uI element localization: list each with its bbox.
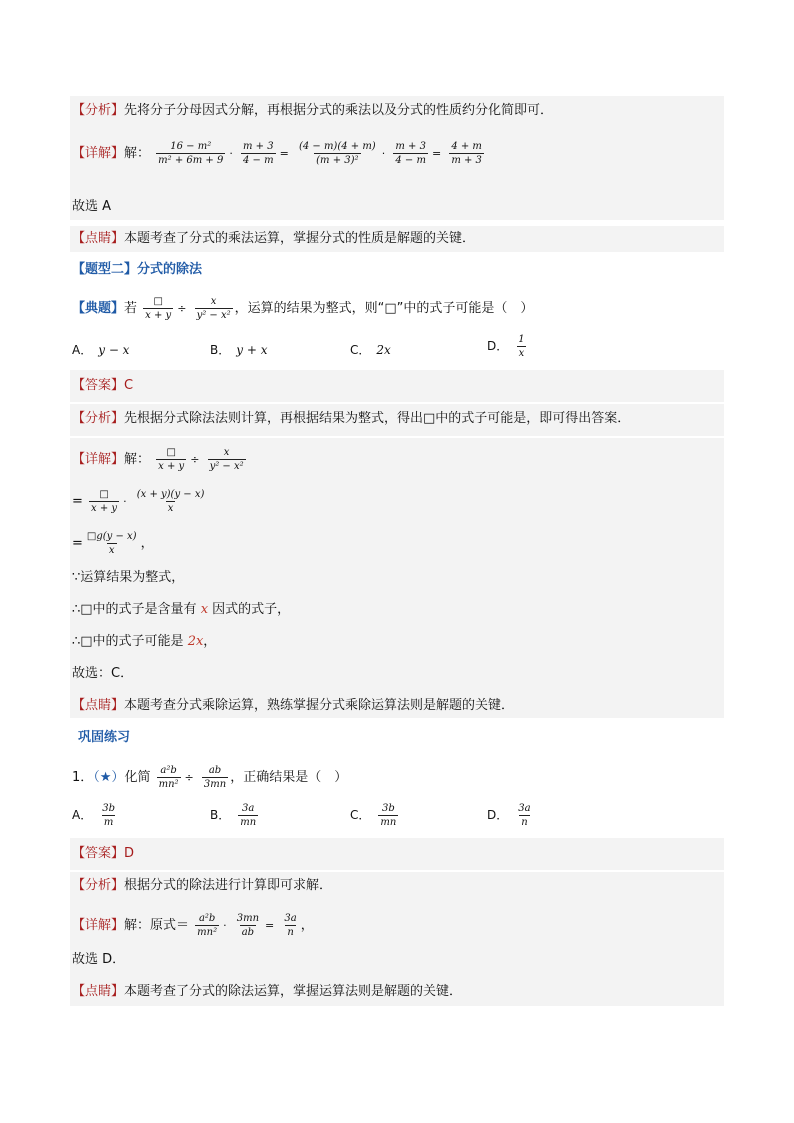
- comment-text: 本题考查分式乘除运算，熟练掌握分式乘除运算法则是解题的关键．: [124, 698, 515, 713]
- comment-text: 本题考查了分式的除法运算，掌握运算法则是解题的关键．: [124, 984, 463, 999]
- analysis-tag: 【分析】: [72, 103, 125, 118]
- answer-tag: 【答案】: [72, 846, 125, 861]
- answer-value: C: [124, 378, 134, 393]
- fraction: $\frac{m + 3}{4 - m}$: [242, 141, 274, 166]
- answer-value: D: [124, 846, 135, 861]
- star-icon: （★）: [93, 770, 125, 785]
- option-a: A． y − x: [72, 343, 130, 357]
- fraction: $\frac{3b}{m}$: [102, 803, 115, 828]
- option-c: C． 2x: [350, 343, 391, 357]
- fraction: $\frac{3mn}{ab}$: [236, 913, 260, 938]
- because-line: ∵运算结果为整式，: [72, 570, 185, 585]
- fraction: $\frac{3a}{n}$: [518, 803, 531, 828]
- example-question: 【典题】若 $\frac{□}{x + y}$ ÷ $\frac{x}{\text{y² − x²}}$ ，运算的结果为整式，则“□”中的式子可能是（ ）: [72, 296, 534, 321]
- comment-tag: 【点睛】: [72, 984, 125, 999]
- practice-option-b: B． $\frac{3a}{mn}$: [210, 803, 257, 828]
- question-prefix: 若: [124, 301, 138, 316]
- therefore-line-2: ∴□中的式子可能是 2x，: [72, 634, 217, 649]
- detail-prefix: 解：: [124, 452, 151, 467]
- practice-option-c: C． $\frac{3b}{mn}$: [350, 803, 397, 828]
- fraction: $\frac{□}{x + y}$: [91, 489, 118, 514]
- option-d: D． $\frac{1}{x}$: [487, 334, 525, 359]
- section-title-type2: 【题型二】分式的除法: [72, 262, 203, 277]
- analysis-tag: 【分析】: [72, 411, 125, 426]
- blank-box: □: [153, 296, 163, 307]
- comment-text: 本题考查了分式的乘法运算，掌握分式的性质是解题的关键．: [124, 231, 476, 246]
- detail-prefix: 解：: [124, 146, 151, 161]
- example-tag: 【典题】: [72, 301, 125, 316]
- choose-line-type2: 故选：C．: [72, 666, 134, 681]
- detail-tag: 【详解】: [72, 918, 125, 933]
- practice-option-d: D． $\frac{3a}{n}$: [487, 803, 531, 828]
- section-title-practice: 巩固练习: [78, 730, 131, 745]
- comment-tag: 【点睛】: [72, 698, 125, 713]
- fraction: $\frac{\text{16 − m²}}{\text{m² + 6m + 9}}$: [158, 141, 224, 166]
- detail-line-1: 【详解】解： $\frac{\text{16 − m²}}{\text{m² + 6m + 9}}$ · $\frac{m + 3}{4 - m}$ = $\frac{(4 - m)(4 + m)}{\text{(m + 3)²}}$ · $\frac{m + 3}{4 - m}$ = $\frac{4 + m}{m + 3}$: [72, 141, 482, 166]
- therefore-line-1: ∴□中的式子是含量有 x 因式的式子，: [72, 602, 291, 617]
- fraction: $\frac{3a}{n}$: [284, 913, 297, 938]
- analysis-text: 先将分子分母因式分解，再根据分式的乘法以及分式的性质约分化简即可．: [124, 103, 554, 118]
- comment-line-type2: [72, 697, 514, 715]
- fraction: $\frac{□g(y - x)}{x}$: [86, 531, 137, 556]
- practice-question-1: 1．（★）化简 $\frac{\text{a²b}}{\text{mn²}}$ ÷ $\frac{ab}{3mn}$ ，正确结果是（ ）: [72, 765, 348, 790]
- answer-line-practice: [72, 845, 134, 863]
- fraction: $\frac{\text{a²b}}{\text{mn²}}$: [158, 765, 179, 790]
- fraction: $\frac{x}{\text{y² − x²}}$: [196, 296, 231, 321]
- detail-step-2: = $\frac{□}{x + y}$ · $\frac{(x + y)(y - x)}{x}$: [72, 489, 205, 514]
- answer-band-type2: [70, 370, 724, 402]
- comment-tag: 【点睛】: [72, 231, 125, 246]
- comment-line-1: [72, 230, 475, 248]
- fraction: $\frac{3b}{mn}$: [380, 803, 397, 828]
- fraction: $\frac{\text{a²b}}{\text{mn²}}$: [197, 913, 218, 938]
- analysis-text: 根据分式的除法进行计算即可求解．: [124, 878, 333, 893]
- fraction: $\frac{4 + m}{m + 3}$: [451, 141, 482, 166]
- detail-tag: 【详解】: [72, 146, 125, 161]
- analysis-line-1: [72, 102, 553, 120]
- choose-line-1: 故选 A: [72, 199, 112, 214]
- question-suffix: ，运算的结果为整式，则“□”中的式子可能是（ ）: [234, 301, 534, 316]
- analysis-line-practice: [72, 877, 332, 895]
- comment-line-practice: [72, 983, 462, 1001]
- analysis-line-type2: [72, 410, 630, 428]
- detail-step-3: = $\frac{□g(y - x)}{x}$ ，: [72, 531, 154, 556]
- choose-line-practice: 故选 D．: [72, 952, 126, 967]
- analysis-tag: 【分析】: [72, 878, 125, 893]
- fraction: $\frac{3a}{mn}$: [240, 803, 257, 828]
- fraction: $\frac{(x + y)(y - x)}{x}$: [136, 489, 205, 514]
- detail-step-1: 【详解】解： $\frac{□}{x + y}$ ÷ $\frac{x}{\text{y² − x²}}$: [72, 447, 244, 472]
- fraction: $\frac{□}{x + y}$: [145, 296, 172, 321]
- fraction: $\frac{m + 3}{4 - m}$: [395, 141, 426, 166]
- analysis-text: 先根据分式除法法则计算，再根据结果为整式，得出□中的式子可能是，即可得出答案．: [124, 411, 631, 426]
- practice-option-a: A． $\frac{3b}{m}$: [72, 803, 115, 828]
- answer-tag: 【答案】: [72, 378, 125, 393]
- answer-line-type2: [72, 377, 133, 395]
- detail-tag: 【详解】: [72, 452, 125, 467]
- fraction: $\frac{(4 - m)(4 + m)}{\text{(m + 3)²}}$: [298, 141, 376, 166]
- fraction: $\frac{1}{x}$: [518, 334, 525, 359]
- fraction: $\frac{x}{\text{y² − x²}}$: [209, 447, 244, 472]
- fraction: $\frac{□}{x + y}$: [158, 447, 185, 472]
- option-b: B． y + x: [210, 343, 268, 357]
- detail-line-practice: 【详解】解：原式＝ $\frac{\text{a²b}}{\text{mn²}}$ · $\frac{3mn}{ab}$ = $\frac{3a}{n}$ ，: [72, 913, 314, 938]
- detail-prefix: 解：原式＝: [124, 918, 190, 933]
- answer-band-practice: [70, 838, 724, 870]
- fraction: $\frac{ab}{3mn}$: [203, 765, 227, 790]
